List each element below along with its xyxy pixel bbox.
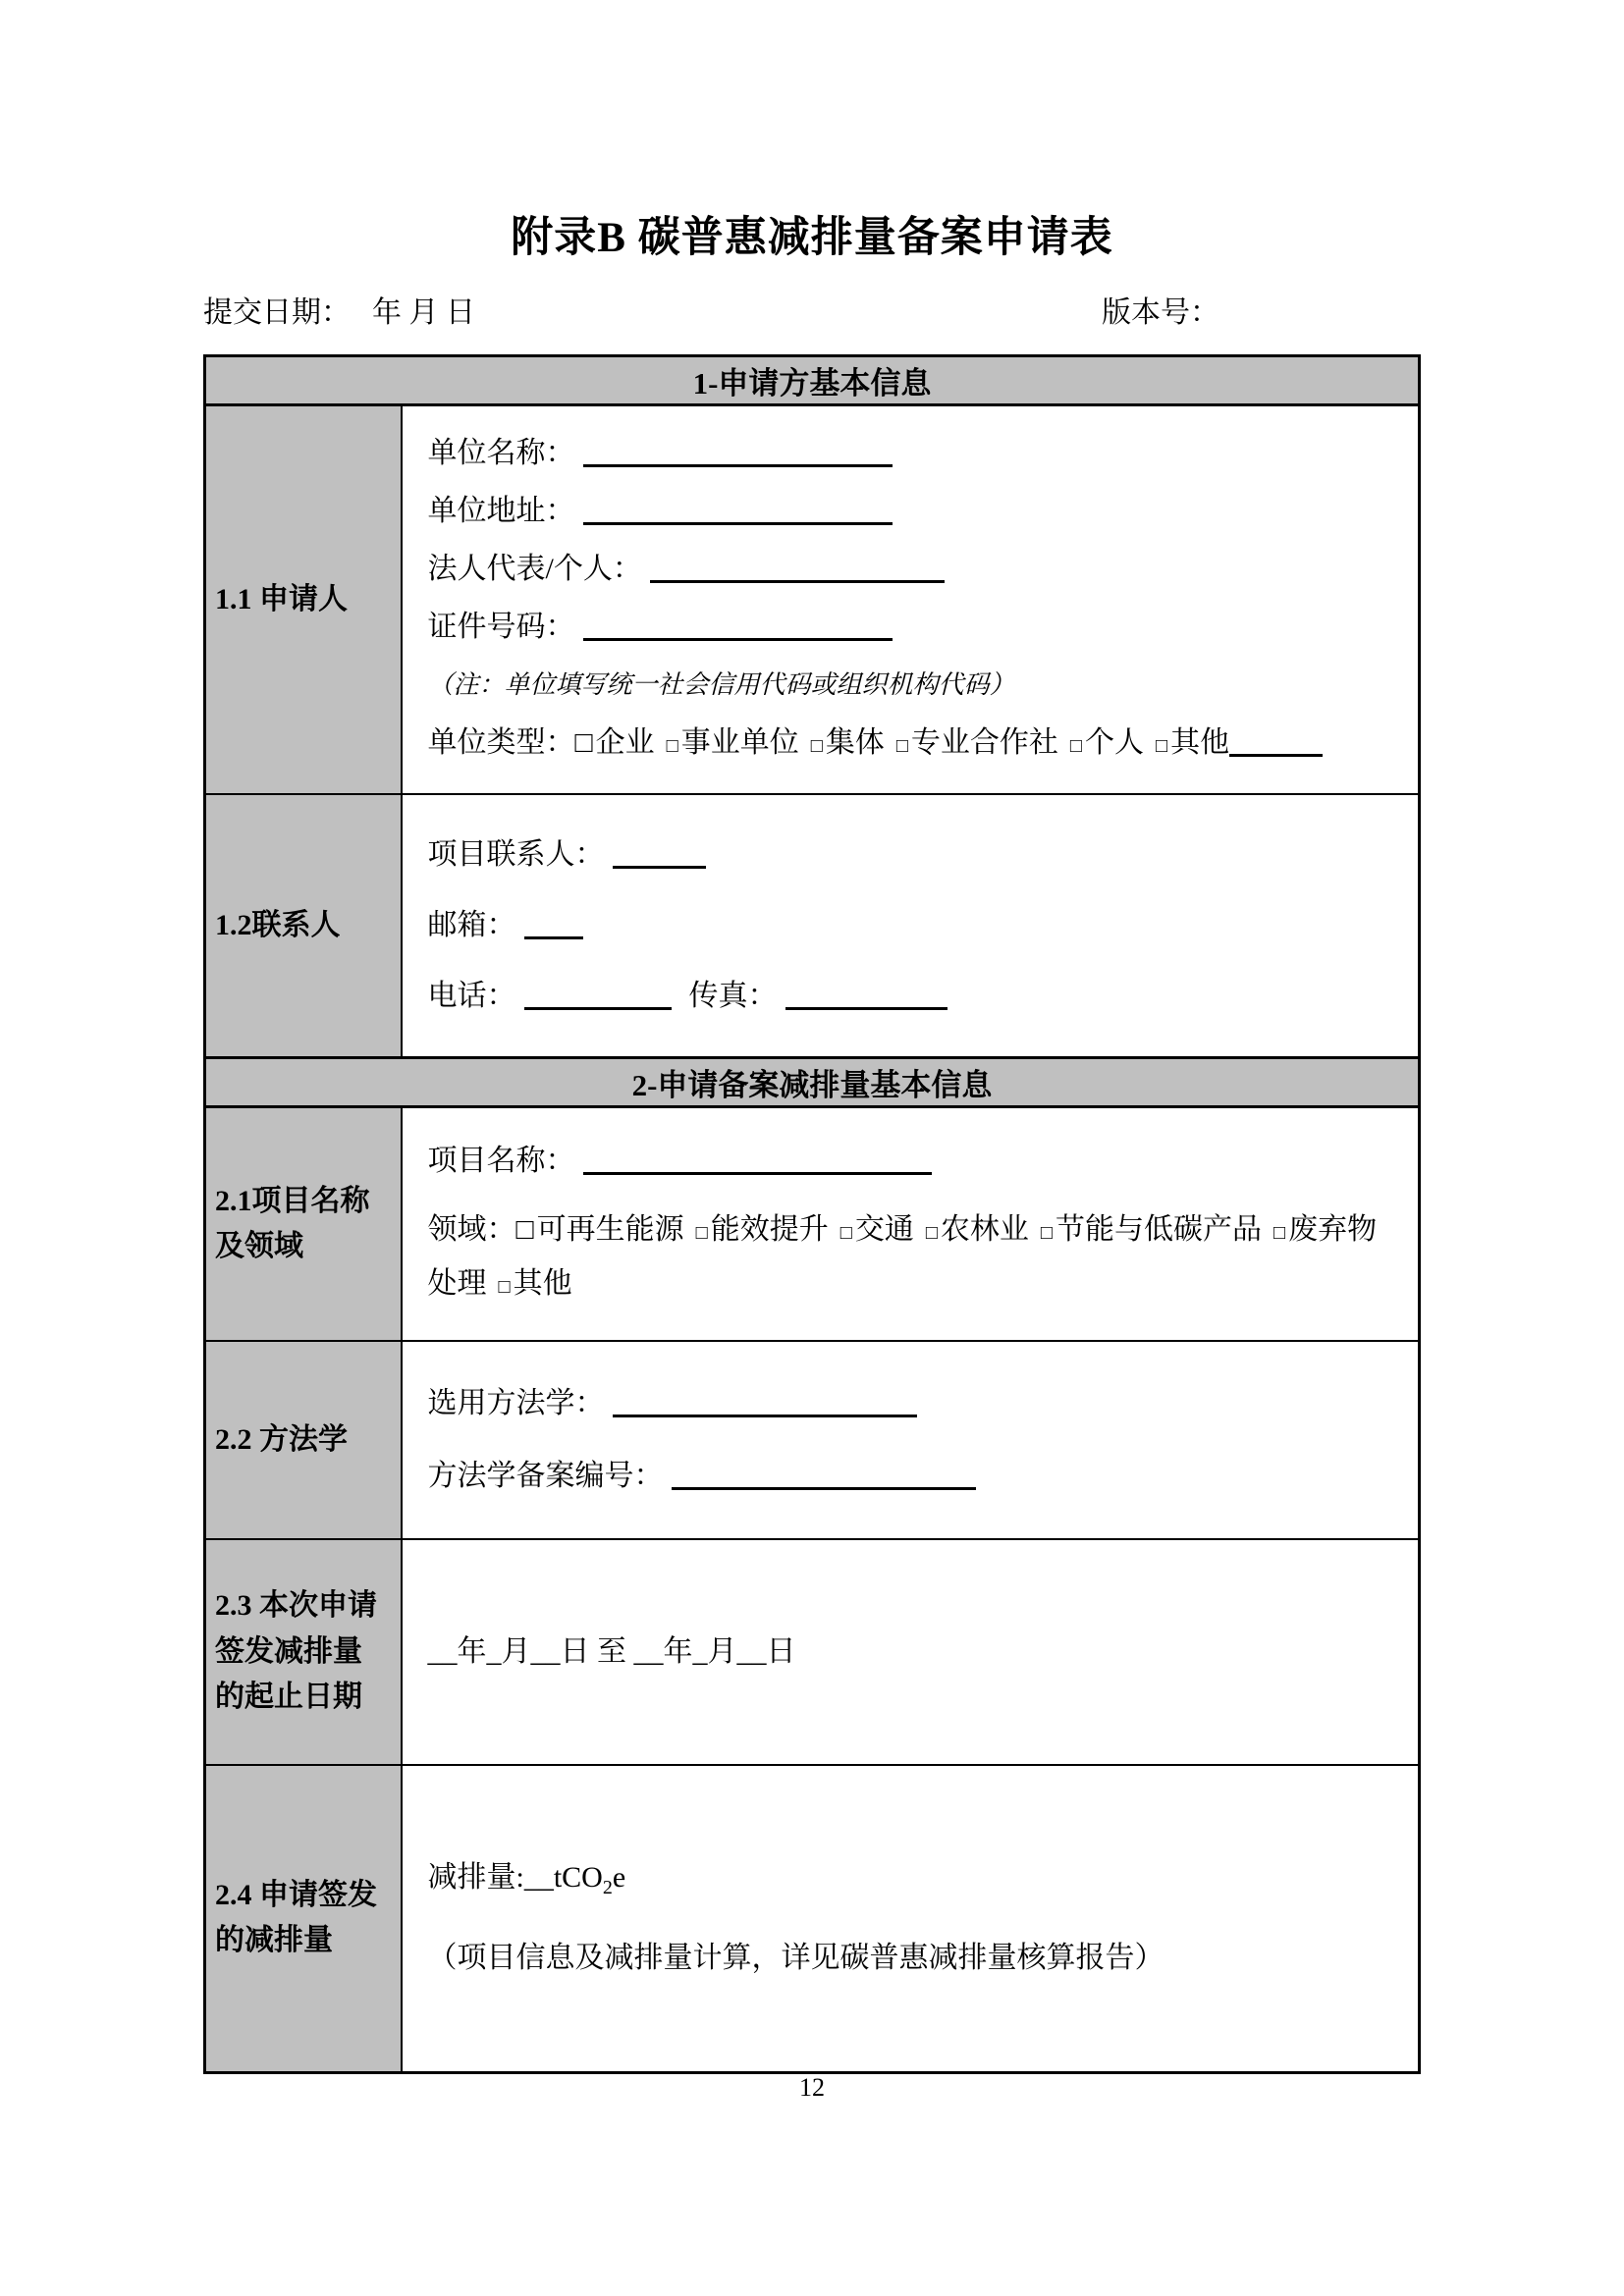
row-reduction-label-line1: 2.4 申请签发 <box>215 1878 377 1911</box>
checkbox-icon: □ <box>574 726 593 759</box>
unit-type-option <box>896 726 1058 759</box>
contact-label: 项目联系人： <box>427 838 605 871</box>
reduction-note: （项目信息及减排量计算，详见碳普惠减排量核算报告） <box>427 1942 1164 1975</box>
legal-rep-blank-line <box>650 580 945 583</box>
field-methodology <box>428 1383 1405 1424</box>
checkbox-icon: □ <box>1273 1222 1286 1244</box>
row-date-range-label-line2: 签发减排量 <box>215 1634 362 1668</box>
section1-header: 1-申请方基本信息 <box>205 356 1420 405</box>
methodology-no-label: 方法学备案编号： <box>427 1460 664 1492</box>
row-reduction-content <box>402 1765 1420 2072</box>
unit-type-option <box>575 726 655 759</box>
checkbox-icon: □ <box>1040 1222 1053 1244</box>
field-methodology-no <box>428 1456 1405 1497</box>
option-label: 农林业 <box>940 1213 1029 1246</box>
row-date-range-label-line3: 的起止日期 <box>215 1681 362 1714</box>
unit-type-option <box>667 726 799 759</box>
unit-note: （注：单位填写统一社会信用代码或组织机构代码） <box>427 670 1015 699</box>
page-title: 附录B 碳普惠减排量备案申请表 <box>511 215 1113 261</box>
fax-label: 传真： <box>688 980 778 1012</box>
option-label: 专业合作社 <box>910 726 1058 759</box>
unit-type-option <box>1156 726 1229 759</box>
row-project-label-line2: 及领域 <box>215 1230 303 1262</box>
unit-type-label: 单位类型： <box>427 726 575 759</box>
field-phone-fax <box>428 976 1405 1017</box>
phone-label: 电话： <box>427 980 516 1012</box>
domain-option <box>499 1267 572 1300</box>
row-reduction-amount <box>205 1765 1420 2072</box>
methodology-no-blank-line <box>672 1487 976 1490</box>
option-label: 可再生能源 <box>536 1213 684 1246</box>
contact-blank-line <box>613 866 706 869</box>
field-contact <box>428 834 1405 876</box>
unit-name-blank-line <box>583 464 893 467</box>
row-project-label-line1: 2.1项目名称 <box>215 1184 370 1217</box>
domain-option <box>516 1213 684 1246</box>
domain-label: 领域： <box>427 1213 516 1246</box>
row-applicant-content <box>402 405 1420 795</box>
row-project-label <box>205 1107 402 1342</box>
checkbox-icon: □ <box>515 1213 534 1246</box>
field-unit-address <box>428 491 1405 532</box>
field-legal-rep <box>428 549 1405 590</box>
email-label: 邮箱： <box>427 909 516 941</box>
checkbox-icon: □ <box>895 735 908 757</box>
option-label: 企业 <box>595 726 655 759</box>
application-form-table <box>203 354 1421 2074</box>
option-label: 个人 <box>1085 726 1144 759</box>
checkbox-icon: □ <box>1156 735 1168 757</box>
domain-option <box>926 1213 1029 1246</box>
reduction-amount-unit-suffix: e <box>612 1861 626 1895</box>
project-name-blank-line <box>583 1172 932 1175</box>
checkbox-icon: □ <box>498 1276 511 1298</box>
option-label: 集体 <box>825 726 885 759</box>
reduction-amount <box>428 1857 1405 1908</box>
row-applicant <box>205 405 1420 795</box>
row-reduction-label-line2: 的减排量 <box>215 1924 333 1957</box>
project-name-label: 项目名称： <box>427 1145 575 1177</box>
submit-date-value: 年 月 日 <box>372 296 475 329</box>
section2-header: 2-申请备案减排量基本信息 <box>205 1058 1420 1107</box>
email-blank-line <box>524 936 583 939</box>
document-content <box>203 0 1421 2074</box>
section2-header-row <box>205 1058 1420 1107</box>
reduction-amount-subscript: 2 <box>602 1877 613 1899</box>
row-date-range-content <box>402 1539 1420 1765</box>
field-id-number <box>428 607 1405 648</box>
row-date-range-label <box>205 1539 402 1765</box>
option-label: 其他 <box>513 1267 572 1300</box>
row-project-content <box>402 1107 1420 1342</box>
checkbox-icon: □ <box>695 1222 708 1244</box>
submit-date <box>203 294 475 333</box>
option-label: 交通 <box>854 1213 914 1246</box>
row-date-range-label-line1: 2.3 本次申请 <box>215 1589 377 1623</box>
phone-blank-line <box>524 1007 672 1010</box>
fax-blank-line <box>785 1007 947 1010</box>
checkbox-icon: □ <box>925 1222 938 1244</box>
row-date-range <box>205 1539 1420 1765</box>
unit-address-blank-line <box>583 522 893 525</box>
meta-row <box>203 294 1421 333</box>
option-label: 废弃物处理 <box>427 1213 1378 1300</box>
row-contact-label: 1.2联系人 <box>205 794 402 1058</box>
id-number-label: 证件号码： <box>427 611 575 643</box>
unit-name-label: 单位名称： <box>427 437 575 469</box>
row-methodology-label: 2.2 方法学 <box>205 1341 402 1539</box>
methodology-label: 选用方法学： <box>427 1387 605 1419</box>
reduction-amount-text: 减排量:__tCO <box>427 1861 603 1895</box>
domain-option <box>1041 1213 1262 1246</box>
row-reduction-label <box>205 1765 402 2072</box>
checkbox-icon: □ <box>810 735 823 757</box>
row-methodology-content <box>402 1341 1420 1539</box>
checkbox-icon: □ <box>1069 735 1082 757</box>
page-number: 12 <box>799 2073 825 2102</box>
domain-option <box>840 1213 914 1246</box>
date-range-value: __年_月__日 至 __年_月__日 <box>427 1635 796 1668</box>
methodology-blank-line <box>613 1415 917 1417</box>
section1-header-row <box>205 356 1420 405</box>
field-domain <box>428 1204 1405 1312</box>
unit-type-other-blank-line <box>1229 754 1323 757</box>
submit-date-label: 提交日期： <box>203 296 351 329</box>
row-project-name-domain <box>205 1107 1420 1342</box>
id-number-blank-line <box>583 638 893 641</box>
field-unit-name <box>428 433 1405 474</box>
field-email <box>428 905 1405 946</box>
unit-type-option <box>811 726 885 759</box>
option-label: 节能与低碳产品 <box>1056 1213 1262 1246</box>
version-label: 版本号： <box>1102 296 1219 329</box>
option-label: 其他 <box>1170 726 1230 759</box>
unit-address-label: 单位地址： <box>427 495 575 527</box>
field-unit-type <box>428 722 1405 767</box>
option-label: 事业单位 <box>680 726 799 759</box>
domain-option <box>696 1213 829 1246</box>
field-project-name <box>428 1136 1405 1187</box>
row-applicant-label: 1.1 申请人 <box>205 405 402 795</box>
checkbox-icon: □ <box>666 735 678 757</box>
row-contact <box>205 794 1420 1058</box>
row-methodology <box>205 1341 1420 1539</box>
row-contact-content <box>402 794 1420 1058</box>
unit-type-option <box>1070 726 1144 759</box>
legal-rep-label: 法人代表/个人： <box>427 553 642 585</box>
option-label: 能效提升 <box>710 1213 829 1246</box>
checkbox-icon: □ <box>839 1222 852 1244</box>
